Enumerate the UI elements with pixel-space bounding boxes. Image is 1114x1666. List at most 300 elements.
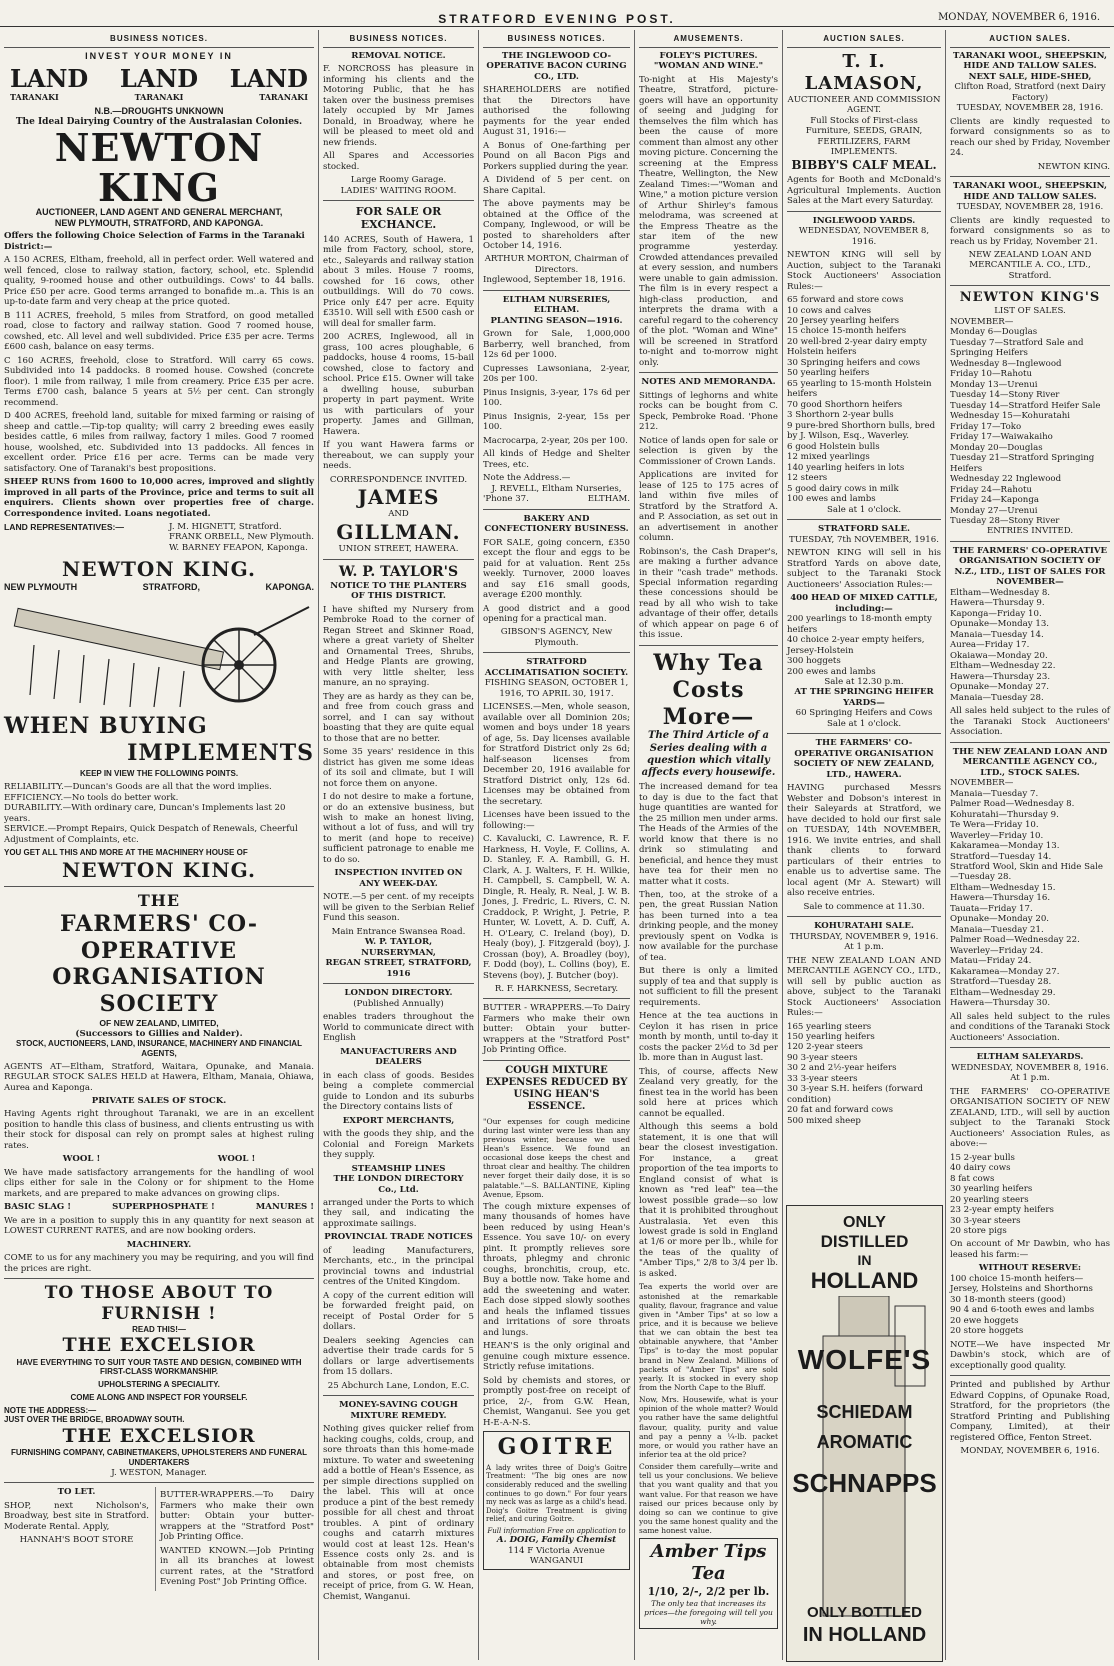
having-text: HAVING purchased Messrs Webster and Dobson's interest in their Saleyards at Stratford, we have decided to hold our first sale on TUESDAY, 14th NOVEMBER, 1916. We invite entries, and shall thank clients to forward particulars of their entries to enable us to advertise same. The local agent (Mr A. Stewart) will also receive entries.: [787, 783, 941, 899]
sale-item: Manaia—Tuesday 7.: [950, 788, 1039, 799]
share-text: SHAREHOLDERS are notified that the Directors have authorised the following payments for the year ended August 31, 1916:—: [483, 85, 630, 138]
stock-item: 12 steers: [787, 473, 828, 484]
wool-label: WOOL !: [217, 1154, 256, 1165]
stock-item: 15 2-year bulls: [950, 1152, 1015, 1163]
kohuratahi-list: [787, 1022, 941, 1127]
sale-item: Monday 13—Urenui: [950, 379, 1038, 390]
stock-item: 12 mixed yearlings: [787, 452, 870, 463]
to-let-ad: [4, 1487, 149, 1590]
stock-item: 40 dairy cows: [950, 1163, 1011, 1174]
town: STRATFORD,: [142, 581, 200, 592]
column-header: AUCTION SALES.: [787, 30, 941, 48]
sale-item: Tuesday 14—Stratford Heifer Sale: [950, 400, 1101, 411]
tea-series: The Third Article of a Series dealing with a question which vitally affects every housewife.: [641, 730, 776, 778]
london-text-2: in each class of goods. Besides being a complete commercial guide to London and its suburbs the Directory contains lists of: [323, 1070, 474, 1113]
newton-king-heading: NEWTON KING.: [62, 857, 256, 882]
sale-item: Wednesday 22 Inglewood: [950, 474, 1062, 485]
inspection: INSPECTION INVITED ON ANY WEEK-DAY.: [334, 868, 463, 889]
london-text: enables traders throughout the World to communicate direct with English: [323, 1012, 474, 1044]
stock-item: 50 yearling heifers: [787, 368, 870, 379]
distilled: DISTILLED: [820, 1232, 909, 1251]
taylor-text: I have shifted my Nursery from Pembroke Road to the corner of Regan Street and Skinner Road, where a great variety of Shelter and Ornamental Trees, Shrubs, and Hedge Plants are growing, with very little shelter, less manure, an no spraying.: [323, 604, 474, 689]
above-payments: The above payments may be obtained at the Office of the Company, Inglewood, or will be posted to shareholders after October 14, 1916.: [483, 199, 630, 251]
stock-item: 15 choice 15-month heifers: [787, 326, 907, 337]
private-text: Having Agents right throughout Taranaki, we are in an excellent position to handle this class of business, and clients entrusting us with their stock for disposal can rely on prompt sales at highest ruling rates.: [4, 1109, 314, 1151]
keep-view: KEEP IN VIEW THE FOLLOWING POINTS.: [79, 769, 239, 779]
without-reserve: WITHOUT RESERVE:: [978, 1263, 1082, 1274]
sale-item: Monday 6—Douglas: [950, 327, 1038, 338]
farm-c: C 160 ACRES, freehold, close to Stratford. Will carry 65 cows. Subdivided into 14 paddocks. 8 roomed house. Cowshed (concrete floor). 1 mile from railway, 1 mile from creamery. Price £35 per acre. Terms £700 cash, balance 5 years at 5½ per cent. Can strongly recommend.: [4, 355, 314, 408]
inglewood-list: [787, 295, 941, 505]
goitre-info: Full information Free on application to: [487, 1526, 626, 1535]
regan-street: REGAN STREET, STRATFORD, 1916: [325, 958, 472, 979]
sale-item: Palmer Road—Wednesday 22.: [950, 935, 1080, 946]
tue-nov-28: TUESDAY, NOVEMBER 28, 1916.: [956, 103, 1104, 114]
in-holland: IN HOLLAND: [802, 1624, 927, 1646]
serbian-note: NOTE.—5 per cent. of my receipts will be given to the Serbian Relief Fund this season.: [323, 892, 474, 924]
tea-text-5: This, of course, affects New Zealand very greatly, for the finest tea in the world has been sold here at prices which cannot be equalled.: [639, 1066, 778, 1119]
sale-item: Stratford—Tuesday 28.: [950, 977, 1052, 988]
printed-by: Printed and published by Arthur Edward Coppins, of Opunake Road, Stratford, for the proprietors (the Stratford Printing and Publishing Company, Limited), at their registered Office, Fenton Street.: [950, 1380, 1110, 1443]
address: JUST OVER THE BRIDGE, BROADWAY SOUTH.: [4, 1415, 185, 1425]
harkness: R. F. HARKNESS, Secretary.: [494, 983, 619, 994]
stock-item: 20 store pigs: [950, 1225, 1007, 1236]
for-sale-text-3: If you want Hawera farms or thereabout, we can supply your needs.: [323, 440, 474, 472]
eltham-saleyards: ELTHAM SALEYARDS.: [976, 1052, 1084, 1063]
bakery-text-2: A good district and a good opening for a practical man.: [483, 603, 630, 624]
price-item: Cupresses Lawsoniana, 2-year, 20s per 100.: [483, 363, 630, 385]
november-label-2: NOVEMBER—: [950, 778, 1014, 789]
the-word: THE: [137, 891, 181, 911]
sale-item: Monday 27—Urenui: [950, 505, 1038, 516]
private-sales: PRIVATE SALES OF STOCK.: [91, 1096, 227, 1106]
sale-item: Manaia—Tuesday 28.: [950, 692, 1044, 703]
tea-text: The increased demand for tea to day is due to the fact that huge quantities are wanted for the 25 million men under arms. The Heads of the Armies of the world know that there is no drink so stimulating and beneficial, and hence they must have tea for their men no matter what it costs.: [639, 782, 778, 887]
lamason-stock: Full Stocks of First-class Furniture, SEEDS, GRAIN, FERTILIZERS, FARM IMPLEMENTS.: [805, 115, 923, 158]
sale-time: Sale at 12.30 p.m.: [824, 676, 904, 687]
read-this: READ THIS!—: [132, 1324, 186, 1334]
town: NEW PLYMOUTH: [4, 581, 78, 592]
nzl-stock-heading: THE NEW ZEALAND LOAN AND MERCANTILE AGENCY CO., LTD., STOCK SALES.: [952, 746, 1108, 778]
nzlmca: NEW ZEALAND LOAN AND MERCANTILE A. CO., LTD., Stratford.: [968, 249, 1092, 281]
stock-item: 100 choice 15-month heifers—Jersey, Holsteins and Shorthorns: [950, 1273, 1093, 1295]
notes-heading: NOTES AND MEMORANDA.: [641, 377, 776, 388]
sale-item: Wednesday 15—Kohuratahi: [950, 411, 1071, 422]
cough-text: The cough mixture expenses of many thousands of homes have been reduced by using Hean's Essence. You save 10/- on every pint. It promptly relieves sore throats, phlegmy and chronic coughs, bronchitis, croup, etc. Buy a bottle now. Take home and add the sweetening and water. Each dose sipped slowly soothes and heals the inflamed tissues and irritations of sore throats and lungs.: [483, 1201, 630, 1338]
doig-address: 114 F Victoria Avenue WANGANUI: [508, 1545, 605, 1567]
london-text-6: A copy of the current edition will be forwarded freight paid, on receipt of Postal Order for 5 dollars.: [323, 1290, 474, 1333]
when-buying: WHEN BUYING: [4, 712, 208, 739]
at-1pm: At 1 p.m.: [844, 942, 884, 953]
address-label: NOTE THE ADDRESS:—: [4, 1405, 97, 1415]
provincial: PROVINCIAL TRADE NOTICES: [324, 1232, 473, 1243]
cough-heading: COUGH MIXTURE EXPENSES REDUCED BY USING HEAN'S ESSENCE.: [485, 1064, 628, 1113]
entries-invited: ENTRIES INVITED.: [986, 526, 1074, 537]
dawbin-note: NOTE—We have inspected Mr Dawbin's stock, which are of exceptionally good quality.: [950, 1339, 1110, 1371]
sale-item: Kaponga—Friday 10.: [950, 608, 1042, 619]
stock-item: 30 18-month steers (good): [950, 1294, 1066, 1305]
stock-item: 500 mixed sheep: [787, 1115, 861, 1126]
sale-item: Kakaramea—Monday 27.: [950, 966, 1060, 977]
auctioneer-line: AUCTIONEER, LAND AGENT AND GENERAL MERCHANT,: [35, 207, 283, 218]
stock-item: 20 ewe hoggets: [950, 1315, 1019, 1326]
amber-tips-ad: [639, 1538, 778, 1629]
amber-prices: 1/10, 2/-, 2/2 per lb.: [647, 1585, 770, 1599]
tue-nov-28-b: TUESDAY, NOVEMBER 28, 1916.: [956, 202, 1104, 213]
goitre-heading: GOITRE: [497, 1434, 616, 1461]
excelsior-heading-2: THE EXCELSIOR: [62, 1425, 256, 1448]
sale-item: Eltham—Wednesday 15.: [950, 882, 1056, 893]
main-entrance: Main Entrance Swansea Road.: [331, 926, 466, 937]
money-saving-text: Nothing gives quicker relief from hacking coughs, colds, croup, and sore throats than this home-made mixture. To water and sweetening add a bottle of Hean's Essence, as per simple directions supplied on the label. This will at once produce a pint of the best remedy possible for all chest and throat troubles. A pint of ordinary coughs and catarrh mixtures would cost at least 12s. Hean's Essence costs only 2s. and is obtainable from most chemists and stores, or post free, on receipt of price, from G. W. Hean, Chemist, Wanganui.: [323, 1424, 474, 1602]
to-let-heading: TO LET.: [57, 1487, 96, 1498]
bibby-heading: BIBBY'S CALF MEAL.: [791, 157, 937, 172]
hannah: HANNAH'S BOOT STORE: [19, 1535, 134, 1546]
eltham-text: THE FARMERS' CO-OPERATIVE ORGANISATION SOCIETY OF NEW ZEALAND, LTD., will sell by auction subject to the Taranaki Stock Auctioneers' Association Rules, as above:—: [950, 1086, 1110, 1150]
amber-tips-logo: Amber Tips Tea: [650, 1541, 767, 1585]
machinery-text: COME to us for any machinery you may be requiring, and you will find the prices are right.: [4, 1253, 314, 1274]
union-street: UNION STREET, HAWERA.: [338, 544, 459, 555]
taylor-text-3: Some 35 years' residence in this district has given me some ideas of its soil and climate, but I will not force them on anyone.: [323, 747, 474, 789]
sale-item: Opunake—Monday 13.: [950, 619, 1050, 630]
bibby-text: Agents for Booth and McDonald's Agricultural Implements. Auction Sales at the Mart every Saturday.: [787, 175, 941, 207]
butter-wrappers-ad: BUTTER-WRAPPERS.—To Dairy Farmers who make their own butter: Obtain your butter-wrappers at the "Stratford Post" Job Printing Office.: [160, 1490, 314, 1543]
thu-nov-9: THURSDAY, NOVEMBER 9, 1916.: [789, 931, 939, 942]
costs-more: Costs More—: [662, 676, 755, 730]
sale-item: Stratford Wool, Skin and Hide Sale—Tuesday 28.: [950, 862, 1103, 883]
london-text-3: with the goods they ship, and the Colonial and Foreign Markets they supply.: [323, 1129, 474, 1161]
correspondence: CORRESPONDENCE INVITED.: [329, 474, 468, 485]
stock-item: 90 3-year steers: [787, 1052, 858, 1063]
tea-text-3: But there is only a limited supply of tea and that supply is not sufficient to fill the present requirements.: [639, 966, 778, 1008]
taranaki-label: TARANAKI: [10, 91, 59, 102]
lamason-heading: T. I. LAMASON,: [804, 50, 924, 94]
to-let-text: SHOP, next Nicholson's, Broadway, best site in Stratford. Moderate Rental. Apply,: [4, 1500, 149, 1532]
organisation-heading: ORGANISATION SOCIETY: [52, 964, 266, 1018]
nk-sales-list: [950, 327, 1110, 526]
notes-text-4: Robinson's, the Cash Draper's, are making a further advance in their "cash trade" methods. Special information regarding these concessions should be read by all who wish to take advantage of their offer, details of which appear on page 6 of this issue.: [639, 546, 778, 641]
stock-item: 20 yearling steers: [950, 1194, 1029, 1205]
revell: J. REVELL, Eltham Nurseries,: [491, 483, 622, 494]
why-tea: Why Tea: [653, 649, 764, 676]
for-sale-text: 140 ACRES, South of Hawera, 1 mile from Factory, school, store, etc., Saleyards and railway station about 3 miles. House 7 rooms, cowshed for 16 cows, other outbuildings. Will do 70 cows. Price only £47 per acre. Equity £3510. Will sell with £500 cash or will deal for smaller farm.: [323, 234, 474, 329]
norcross-text: F. NORCROSS has pleasure in informing his clients and the Motoring Public, that he has taken over the business premises lately occupied by Mr James Donald, in Broadway, where he will be pleased to meet old and new friends.: [323, 64, 474, 148]
point-item: DURABILITY.—With ordinary care, Duncan's Implements last 20 years.: [4, 803, 286, 824]
towns-line: NEW PLYMOUTH, STRATFORD, AND KAPONGA.: [54, 218, 264, 229]
note-address: Note the Address.—: [483, 473, 571, 484]
nurseryman: NURSERYMAN,: [361, 947, 436, 958]
sheep-runs: SHEEP RUNS from 1600 to 10,000 acres, improved and slightly improved in all parts of the Province, price and terms to suit all enquirers. Clients shown over properties free of charge. Correspondence invited. Loans negotiated.: [4, 477, 314, 519]
point-item: RELIABILITY.—Duncan's Goods are all that the word implies.: [4, 782, 272, 793]
cough-text-2: HEAN'S is the only original and genuine cough mixture essence. Strictly refuse imitations.: [483, 1341, 630, 1373]
stock-item: 5 good dairy cows in milk: [787, 483, 899, 494]
farmers-list-heading: THE FARMERS' CO-OPERATIVE ORGANISATION SOCIETY OF N.Z., LTD., LIST OF SALES FOR NOVEMBER—: [952, 545, 1108, 588]
doig: A. DOIG, Family Chemist: [496, 1535, 617, 1546]
nk-list-heading: NEWTON KING'S: [959, 290, 1101, 306]
column-header: BUSINESS NOTICES.: [483, 30, 630, 48]
tea-text-9: Consider them carefully—write and tell us your conclusions. We believe that you want quality and that you want value. For that reason we have raised our prices because only by doing so can we continue to give you the same honest quality and the same honest value.: [639, 1462, 778, 1536]
newton-king-heading: NEWTON KING.: [62, 557, 256, 582]
stock-item: 20 fat and forward cows: [787, 1105, 894, 1116]
job-printing-ads: [155, 1487, 314, 1590]
newton-king-sign: NEWTON KING.: [1037, 161, 1110, 172]
rep-name: FRANK ORBELL, New Plymouth.: [169, 532, 314, 543]
sale-item: Friday 24—Kaponga: [950, 495, 1039, 506]
seed-drill-illustration: [4, 595, 314, 713]
point-item: EFFICIENCY.—No tools do better work.: [4, 792, 179, 803]
wanted-ad: WANTED KNOWN.—Job Printing in all its branches at lowest current rates, at the "Stratford Evening Post" Job Printing Office.: [160, 1545, 314, 1588]
points-list: [4, 782, 314, 845]
column-business-notices-2: [318, 30, 478, 1660]
eltham: ELTHAM.: [587, 494, 630, 505]
notes-text-2: Notice of lands open for sale or selection is given by the Commissioner of Crown Lands.: [639, 435, 778, 467]
newton-king-banner: NEWTON KING: [54, 124, 264, 210]
inglewood-date: Inglewood, September 18, 1916.: [483, 275, 626, 286]
morton: ARTHUR MORTON, Chairman of Directors.: [484, 254, 629, 275]
london-text-7: Dealers seeking Agencies can advertise their trade cards for 5 dollars or large advertisements from 15 dollars.: [323, 1335, 474, 1378]
springing-text: 60 Springing Heifers and Cows: [795, 708, 933, 719]
droughts-line: N.B.—DROUGHTS UNKNOWN: [94, 105, 224, 116]
stock-item: 165 yearling steers: [787, 1021, 872, 1032]
wp-taylor-heading: W. P. TAYLOR'S: [338, 563, 459, 580]
column-header: AMUSEMENTS.: [639, 30, 778, 48]
sale-item: Kohuratahi—Thursday 9.: [950, 809, 1059, 820]
furnishing-company: FURNISHING COMPANY, CABINETMAKERS, UPHOLSTERERS AND FUNERAL UNDERTAKERS: [10, 1448, 307, 1468]
tea-text-7: Tea experts the world over are astonished at the remarkable quality, flavour, fragrance and value given in "Amber Tips" at so low a price, and it is because we believe that we can obtain the best tea obtainable anywhere, that "Amber Tips" is to-day the most popular brand in New Zealand. Millions of packets of "Amber Tips" are sold yearly. It is stocked in every shop from the North Cape to the Bluff.: [639, 1282, 778, 1392]
column-auction-sales-2: [945, 30, 1114, 1660]
stock-item: 9 pure-bred Shorthorn bulls, bred by J. Wilson, Esq., Waverley.: [787, 420, 936, 442]
sale-item: Wednesday 8—Inglewood: [950, 358, 1062, 369]
tea-text-6: Although this seems a bold statement, it is one that will bear the closest investigation. For instance, a great proportion of the tea imports to England consist of what is known as "red leaf" tea—the lowest possible grade—so low that it is prohibited throughout Australasia. Yet even this lowest grade is sold in England at 1/6 or more per lb., while for the teas of the quality of "Amber Tips," 2/8 to 3/4 per lb. is asked.: [639, 1122, 778, 1279]
nursery-prices: [483, 329, 630, 470]
manure-text: We are in a position to supply this in any quantity for next season at LOWEST CURRENT RATES, and are now booking orders.: [4, 1215, 314, 1237]
stratford-list: [787, 614, 941, 677]
footer-date: MONDAY, NOVEMBER 6, 1916.: [960, 1446, 1100, 1457]
furnish-heading: TO THOSE ABOUT TO: [44, 1283, 274, 1304]
wed-nov-8: WEDNESDAY, NOVEMBER 8, 1916.: [798, 226, 930, 247]
sale-item: Friday 17—Waiwakaiho: [950, 432, 1053, 443]
land-word: LAND: [229, 63, 308, 93]
wool-sales-heading: TARANAKI WOOL, SHEEPSKIN, HIDE AND TALLOW SALES.: [953, 50, 1107, 72]
issued-text: Licenses have been issued to the following:—: [483, 810, 630, 831]
schiedam: SCHIEDAM: [816, 1402, 913, 1422]
all-sales-note: All sales held subject to the rules of the Taranaki Stock Auctioneers' Association.: [950, 706, 1110, 738]
farm-d: D 400 ACRES, freehold land, suitable for mixed farming or raising of sheep and cattle.—Tip-top quality; will carry 2 breeding ewes easily besides cattle, 6 miles from railway, factory 1 miles. Good 7 roomed house, woolshed, etc. Subdivided into 13 paddocks. All fences in excellent order. Price £16 per acre. Terms can be made very satisfactory. One of Taranaki's best propositions.: [4, 411, 314, 474]
sale-item: Eltham—Wednesday 22.: [950, 661, 1056, 672]
eltham-nurseries: ELTHAM NURSERIES, ELTHAM.: [502, 294, 611, 316]
get-all-line: YOU GET ALL THIS AND MORE AT THE MACHINERY HOUSE OF: [4, 848, 248, 858]
removal-heading: REMOVAL NOTICE.: [351, 50, 446, 61]
sale-time: Sale to commence at 11.30.: [803, 901, 925, 912]
london-heading: LONDON DIRECTORY.: [344, 988, 453, 999]
stock-item: 3 Shorthorn 2-year bulls: [787, 410, 894, 421]
wed-nov-8: WEDNESDAY, NOVEMBER 8, 1916.: [951, 1062, 1109, 1073]
ideal-line: The Ideal Dairying Country of the Australasian Colonies.: [15, 116, 303, 127]
stock-line: STOCK, AUCTIONEERS, LAND, INSURANCE, MACHINERY AND FINANCIAL AGENTS,: [16, 1039, 302, 1058]
for-sale-heading: FOR SALE OR EXCHANCE.: [355, 205, 442, 232]
stock-item: 30 yearling heifers: [950, 1184, 1033, 1195]
springing-yards: AT THE SPRINGING HEIFER YARDS—: [794, 687, 934, 708]
spares-text: All Spares and Accessories stocked.: [323, 151, 474, 172]
excelsior-text: HAVE EVERYTHING TO SUIT YOUR TASTE AND DESIGN, COMBINED WITH FIRST-CLASS WORKMANSHIP.: [16, 1357, 302, 1377]
notes-text: Sittings of leghorns and white rocks can be bought from C. Speck, Pembroke Road. 'Phone 212.: [639, 390, 778, 433]
steamship: STEAMSHIP LINES: [351, 1163, 446, 1174]
land-word: LAND: [10, 63, 89, 93]
sale-item: Eltham—Wednesday 8.: [950, 587, 1051, 598]
holland: HOLLAND: [810, 1268, 919, 1293]
stratford-text: NEWTON KING will sell in his Stratford Yards on above date, subject to the Taranaki Stock Auctioneers' Association Rules:—: [787, 548, 941, 590]
nzl-sale-text: THE NEW ZEALAND LOAN AND MERCANTILE AGENCY CO., LTD., will sell by public auction as above, subject to the Taranaki Stock Auctioneers' Association Rules:—: [787, 955, 941, 1019]
stock-item: 120 2-year steers: [787, 1042, 863, 1053]
london-directory-co: THE LONDON DIRECTORY Co., Ltd.: [333, 1174, 464, 1195]
taranaki-row: [10, 93, 308, 103]
acclimatisation-heading: STRATFORD ACCLIMATISATION SOCIETY.: [484, 657, 629, 678]
bakery-text: FOR SALE, going concern, £350 except the flour and eggs to be paid for at valuation. Rent 25s weekly. Turnover, 2000 loaves and say £16 small goods, average £200 monthly.: [483, 537, 630, 601]
stock-item: 20 Jersey yearling heifers: [787, 316, 899, 326]
taylor-text-2: They are as hardy as they can be, and free from couch grass and sorrel, and I can say without boasting that they are quite equal to those that are no better.: [323, 691, 474, 744]
kohuratahi-sale: KOHURATAHI SALE.: [814, 921, 914, 932]
column-header: BUSINESS NOTICES.: [323, 30, 474, 48]
license-names: C. Kavalucki, C. Lawrence, R. F. Harkness, H. Voyle, F. Collins, A. D. Stanley, F. A. Rambill, G. H. Clark, A. J. Walters, F. H. Wilkie, H. Campbell, S. Campbell, W. A. Dingle, R. Healy, R. Neal, J. W. B. Jones, J. Fredric, L. Rivers, C. N. Craddock, P. Wright, J. Petrie, P. Hunter, W. Lovett, A. D. Cuff, A. H. O'Leary, C. Ireland (boy), D. Healy (boy), J. Fitzgerald (boy), J. Crossan (boy), A. Broadley (boy), F. Dodd (boy), L. Collins (boy), E. Stevens (boy), J. Butcher (boy).: [483, 834, 630, 981]
column-business-notices-3: [478, 30, 634, 1660]
sale-item: Friday 17—Toko: [950, 421, 1022, 432]
taranaki-label: TARANAKI: [134, 91, 184, 102]
november-label: NOVEMBER—: [950, 316, 1014, 327]
dawbin-text: On account of Mr Dawbin, who has leased his farm:—: [950, 1239, 1110, 1260]
sale-item: Te Wera—Friday 10.: [950, 820, 1039, 831]
rep-name: J. M. HIGNETT, Stratford.: [169, 521, 282, 532]
nk-sale-text: NEWTON KING will sell by Auction, subject to the Taranaki Stock Auctioneers' Association Rules:—: [787, 250, 941, 292]
for-sale-text-2: 200 ACRES, Inglewood, all in grass, 100 acres ploughable, 6 paddocks, house 4 rooms, 15-bail cowshed, close to factory and school. Price £15. Owner will take a dwelling house, suburban property in part payment. Write us with particulars of your property. James and Gillman, Hawera.: [323, 332, 474, 437]
sale-item: Hawera—Thursday 9.: [950, 598, 1045, 609]
sale-item: Tuesday 21—Stratford Springing Heifers: [950, 453, 1095, 474]
published: (Published Annually): [353, 998, 444, 1009]
sale-item: Hawera—Thursday 30.: [950, 998, 1051, 1009]
mixed-cattle: 400 HEAD OF MIXED CATTLE, including:—: [790, 593, 938, 614]
and-word: AND: [388, 509, 409, 520]
sale-item: Okaiawa—Monday 20.: [950, 650, 1048, 661]
notes-text-3: Applications are invited for lease of 125 to 175 acres of land within five miles of Stratford by the Stratford A. and P. Association, as set out in an advertisement in another column.: [639, 470, 778, 544]
stock-item: 23 2-year empty heifers: [950, 1205, 1054, 1216]
stock-item: 6 good Holstein bulls: [787, 441, 880, 452]
sale-item: Kakaramea—Monday 13.: [950, 841, 1060, 852]
machinery: MACHINERY.: [126, 1239, 192, 1250]
sale-item: Opunake—Monday 20.: [950, 914, 1050, 925]
stock-item: 8 fat cows: [950, 1173, 995, 1184]
farmers-hawera: THE FARMERS' CO-OPERATIVE ORGANISATION SOCIETY OF NEW ZEALAND, LTD., HAWERA.: [793, 738, 935, 780]
manure-row: [4, 1202, 314, 1212]
stock-item: 20 well-bred 2-year dairy empty Holstein heifers: [787, 336, 927, 358]
sale-item: Tuesday 14—Stony River: [950, 390, 1060, 401]
planting-season: PLANTING SEASON—1916.: [490, 315, 623, 326]
stock-item: 10 cows and calves: [787, 305, 872, 316]
fishing-season: FISHING SEASON, OCTOBER 1, 1916, TO APRIL 30, 1917.: [484, 678, 629, 699]
land-reps: [4, 522, 314, 553]
tue-nov-7: TUESDAY, 7th NOVEMBER, 1916.: [789, 534, 939, 545]
clients-text: Clients are kindly requested to forward consignments so as to reach our shed by Friday, November 24.: [950, 116, 1110, 159]
stratford-sale: STRATFORD SALE.: [818, 524, 910, 535]
bonus: A Bonus of One-farthing per Pound on all Bacon Pigs and Porkers supplied during the year.: [483, 140, 630, 172]
rep-name: W. BARNEY FEAPON, Kaponga.: [169, 542, 308, 553]
sale-item: Matau—Friday 24.: [950, 956, 1032, 967]
column-header: BUSINESS NOTICES.: [4, 30, 314, 48]
reps-list: [169, 522, 314, 553]
price-item: Grown for Sale, 1,000,000 Barberry, well branched, from 12s 6d per 1000.: [483, 329, 630, 361]
aromatic: AROMATIC: [816, 1432, 913, 1452]
stock-item: 100 ewes and lambs: [787, 494, 876, 505]
clients-text-2: Clients are kindly requested to forward consignments so as to reach us by Friday, November 21.: [950, 215, 1110, 247]
stock-item: 90 4 and 6-tooth ewes and lambs: [950, 1305, 1095, 1316]
sale-item: Tuesday 7—Stratford Sale and Springing Heifers: [950, 337, 1084, 359]
stock-item: 140 yearling heifers in lots: [787, 462, 905, 473]
wp-taylor-sign: W. P. TAYLOR,: [364, 937, 433, 948]
phone-row: [483, 494, 630, 504]
newspaper-title: STRATFORD EVENING POST.: [438, 12, 676, 26]
butter-ad: BUTTER - WRAPPERS.—To Dairy Farmers who make their own butter: Obtain your butter-wrappers at the "Stratford Post" Job Printing Office.: [483, 1003, 630, 1056]
tea-text-8: Now, Mrs. Housewife, what is your opinion of the whole matter? Would you rather have the same delightful flavour, quality, purity and value and pay a penny a ¼-lb. packet more, or would you rather have an inferior tea at the old price?: [639, 1395, 778, 1459]
manures: MANURES !: [255, 1202, 314, 1213]
stock-item: 300 hoggets: [787, 656, 841, 667]
farmers-sales-list: [950, 588, 1110, 703]
sale-item: Manaia—Tuesday 14.: [950, 629, 1044, 640]
sale-item: Eltham—Wednesday 29.: [950, 987, 1056, 998]
point-item: SERVICE.—Prompt Repairs, Quick Despatch of Renewals, Cheerful Adjustment of Complaints, etc.: [4, 824, 298, 845]
farm-a: A 150 ACRES, Eltham, freehold, all in perfect order. Well watered and well fenced, close to railway station, factory, school, etc. Splendid quality, 9-roomed house and other outbuildings. Cows' to 44 balls. Price £50 per acre. Good terms arranged to bonafide m..a. This is an up-to-date farm and very cheap at the price quoted.: [4, 255, 314, 308]
wolfes-schnapps-ad: [786, 1205, 943, 1662]
schnapps: SCHNAPPS: [792, 1468, 937, 1498]
invest-heading: INVEST YOUR MONEY IN: [85, 50, 233, 61]
wolfes: WOLFE'S: [797, 1344, 932, 1375]
wool-row: [4, 1154, 314, 1164]
towns-row: [4, 582, 314, 593]
gibson-agency: GIBSON'S AGENCY, New Plymouth.: [500, 627, 613, 648]
column-amusements: [634, 30, 782, 1660]
issue-date: MONDAY, NOVEMBER 6, 1916.: [938, 12, 1100, 23]
sale-item: Manaia—Tuesday 21.: [950, 924, 1044, 935]
reps-label: LAND REPRESENTATIVES:—: [4, 521, 125, 532]
inglewood-yards: INGLEWOOD YARDS.: [812, 215, 916, 226]
dividend: A Dividend of 5 per cent. on Share Capital.: [483, 175, 630, 196]
stock-item: 20 store hoggets: [950, 1326, 1024, 1337]
tea-text-2: Then, too, at the stroke of a pen, the great Russian Nation has been turned into a tea drinking people, and the money previously spent on Vodka is now available for the purchase of tea.: [639, 889, 778, 963]
stock-item: 200 yearlings to 18-month empty heifers: [787, 614, 932, 635]
eltham-list: [950, 1153, 1110, 1237]
wool-sales-heading-2: TARANAKI WOOL, SHEEPSKIN, HIDE AND TALLOW SALES.: [953, 181, 1107, 202]
taranaki-label: TARANAKI: [259, 91, 308, 102]
agents-text: AGENTS AT—Eltham, Stratford, Waitara, Opunake, and Manaia. REGULAR STOCK SALES HELD at Hawera, Eltham, Manaia, Ohiawa, Aurea and Kaponga.: [4, 1061, 314, 1093]
phone: 'Phone 37.: [483, 494, 529, 505]
notice-planters: NOTICE TO THE PLANTERS OF THIS DISTRICT.: [330, 580, 467, 602]
ladies-text: LADIES' WAITING ROOM.: [340, 185, 457, 196]
sale-item: Opunake—Monday 27.: [950, 682, 1050, 693]
land-banner: [10, 64, 308, 93]
in: IN: [857, 1252, 872, 1268]
stock-item: 30 2 and 2½-year heifers: [787, 1063, 897, 1074]
garage-text: Large Roomy Garage.: [350, 175, 447, 186]
sale-item: Friday 24—Rahotu: [950, 484, 1033, 495]
wool-text: We have made satisfactory arrangements for the handling of wool clips either for sale in the Colony or for shipment to the Home markets, and are prepared to make advances on growing clips.: [4, 1167, 314, 1199]
implements: IMPLEMENTS: [127, 739, 314, 766]
upholstering: UPHOLSTERING A SPECIALITY.: [98, 1380, 220, 1390]
farm-b: B 111 ACRES, freehold, 5 miles from Stratford, on good metalled road, close to factory and railway station. Good 7 roomed house, cowshed, etc. All level and well subdivided. Price £35 per acre. Terms £600 cash, balance on easy terms.: [4, 310, 314, 353]
sale-item: Monday 20—Douglas: [950, 442, 1043, 453]
cough-quote: "Our expenses for cough medicine during last winter were less than any previous winter, because we used Hean's Essence. We found an occasional dose keeps the chest and throat clear and healthy. The children never forget their daily dose, it is so palatable."—S. BALLANTINE, Kipling Avenue, Epsom.: [483, 1116, 630, 1199]
sale-item: Tuesday 28—Stony River: [950, 515, 1060, 526]
stock-item: 33 3-year steers: [787, 1073, 858, 1084]
bakery-heading: BAKERY AND CONFECTIONERY BUSINESS.: [484, 513, 629, 535]
london-text-5: of leading Manufacturers, Merchants, etc., in the principal provincial towns and industrial centres of the United Kingdom.: [323, 1245, 474, 1288]
weston: J. WESTON, Manager.: [111, 1467, 207, 1478]
